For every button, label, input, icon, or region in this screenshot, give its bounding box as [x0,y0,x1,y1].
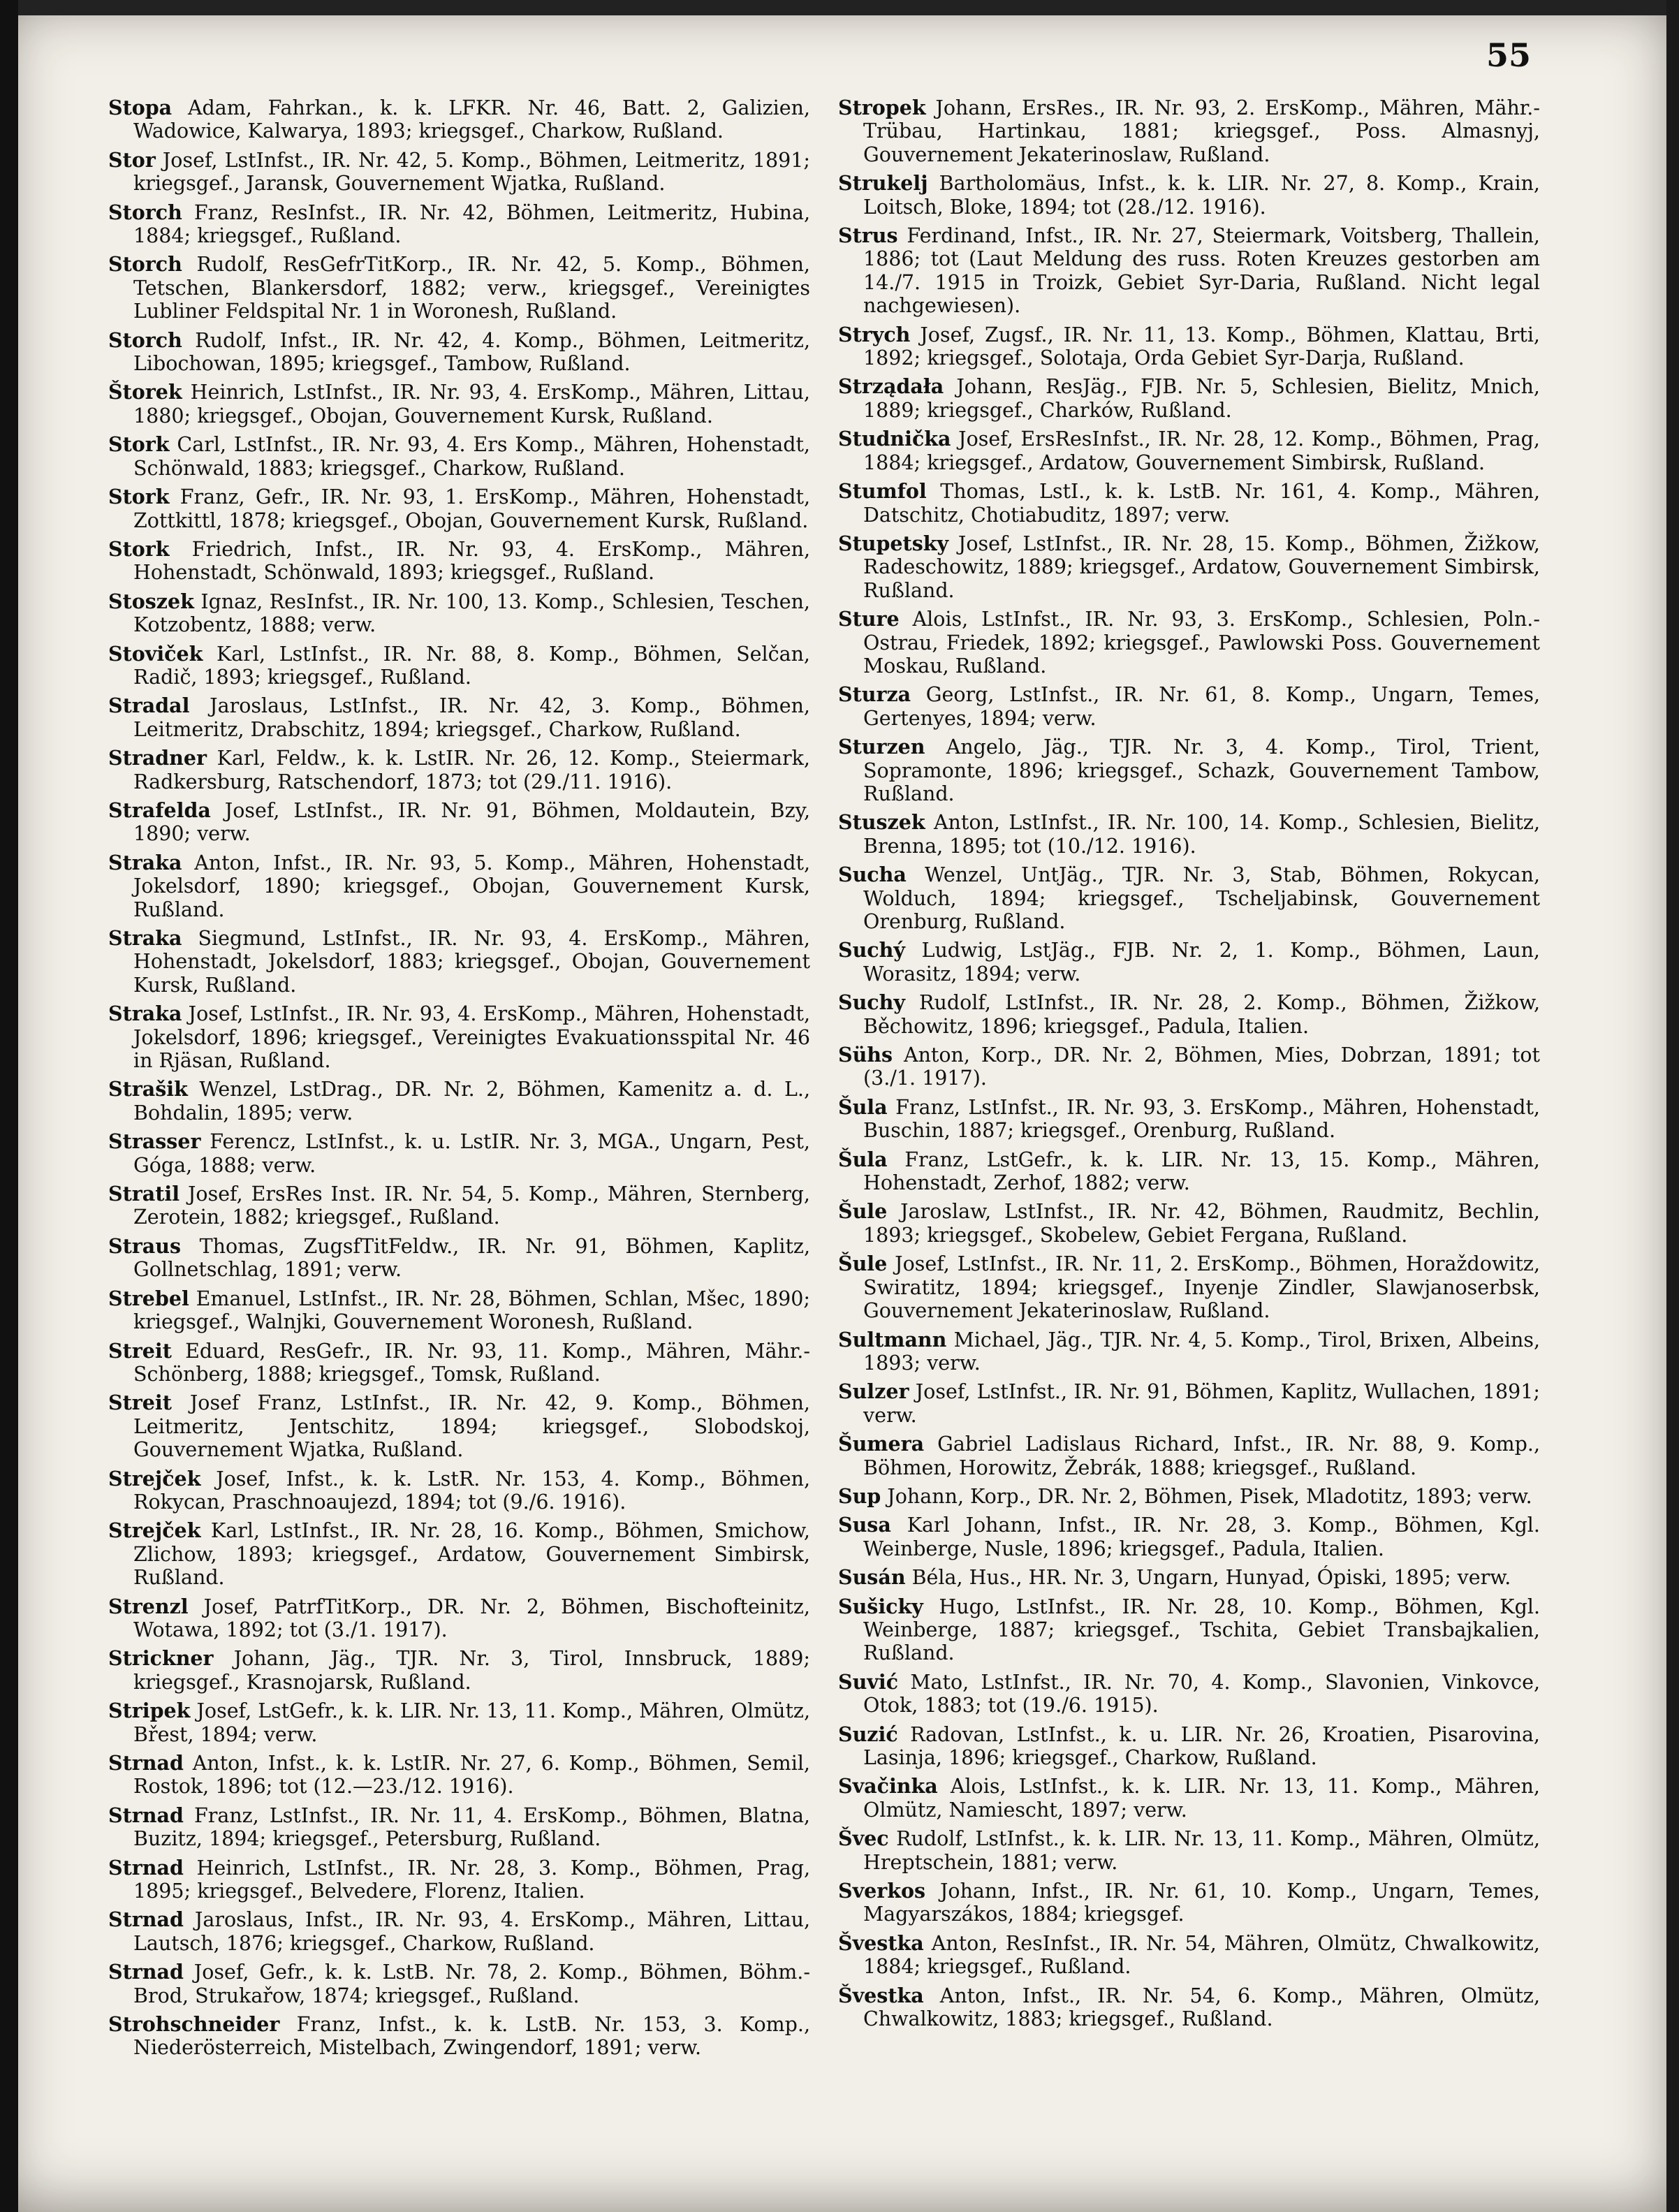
casualty-entry [838,1723,1540,1770]
left-scan-edge [0,0,18,2212]
entry-surname: Straka [108,1002,182,1026]
casualty-entry [108,2013,810,2060]
casualty-entry [838,1252,1540,1322]
entry-surname: Šule [838,1199,888,1224]
casualty-entry [108,329,810,376]
casualty-entry [108,1752,810,1799]
entry-details: Rudolf, LstInfst., k. k. LIR. Nr. 13, 11. Komp., Mähren, Olmütz, Hreptschein, 1881; verw. [863,1827,1540,1874]
entry-details: Ludwig, LstJäg., FJB. Nr. 2, 1. Komp., Böhmen, Laun, Worasitz, 1894; verw. [863,939,1540,986]
entry-surname: Stopa [108,96,173,119]
casualty-entry [838,375,1540,422]
entry-details: Josef, LstInfst., IR. Nr. 42, 5. Komp., Böhmen, Leitmeritz, 1891; kriegsgef., Jaransk, Gouvernement Wjatka, Rußland. [133,148,810,196]
entry-details: Ignaz, ResInfst., IR. Nr. 100, 13. Komp., Schlesien, Teschen, Kotzobentz, 1888; verw. [133,589,810,637]
casualty-entry [838,1043,1540,1090]
entry-details: Karl Johann, Infst., IR. Nr. 28, 3. Komp., Böhmen, Kgl. Weinberge, Nusle, 1896; kriegsgef., Padula, Italien. [863,1514,1540,1560]
right-column [838,96,1540,2036]
entry-surname: Storch [108,252,182,277]
entry-details: Johann, Korp., DR. Nr. 2, Böhmen, Pisek, Mladotitz, 1893; verw. [887,1484,1532,1508]
entry-surname: Stumfol [838,479,927,504]
entry-surname: Sulzer [838,1379,909,1404]
casualty-entry [108,1078,810,1125]
entry-surname: Strządała [838,374,944,399]
casualty-entry [108,747,810,793]
entry-surname: Straka [108,926,182,950]
casualty-entry [108,96,810,143]
casualty-entry [108,1130,810,1177]
entry-surname: Susán [838,1565,906,1590]
entry-details: Johann, ErsRes., IR. Nr. 93, 2. ErsKomp., Mähren, Mähr.-Trübau, Hartinkau, 1881; kriegsgef., Poss. Almasnyj, Gouvernement Jekaterinoslaw, Rußland. [863,96,1540,166]
entry-details: Jaroslaw, LstInfst., IR. Nr. 42, Böhmen, Raudmitz, Bechlin, 1893; kriegsgef., Skobelew, Gebiet Fergana, Rußland. [863,1200,1540,1247]
entry-details: Hugo, LstInfst., IR. Nr. 28, 10. Komp., Böhmen, Kgl. Weinberge, 1887; kriegsgef., Tschita, Gebiet Transbajkalien, Rußland. [863,1595,1541,1665]
entry-details: Eduard, ResGefr., IR. Nr. 93, 11. Komp., Mähren, Mähr.-Schönberg, 1888; kriegsgef., Tomsk, Rußland. [133,1339,811,1386]
entry-details: Siegmund, LstInfst., IR. Nr. 93, 4. ErsKomp., Mähren, Hohenstadt, Jokelsdorf, 1883; kriegsgef., Obojan, Gouvernement Kursk, Rußland. [133,927,810,997]
casualty-entry [838,939,1540,986]
entry-surname: Stripek [108,1699,191,1723]
casualty-entry [108,1961,810,2007]
casualty-entry [838,1096,1540,1143]
casualty-entry [108,1647,810,1694]
casualty-entry [108,851,810,921]
entry-details: Radovan, LstInfst., k. u. LIR. Nr. 26, Kroatien, Pisarovina, Lasinja, 1896; kriegsgef., Charkow, Rußland. [863,1722,1540,1769]
casualty-entry [838,1932,1540,1979]
casualty-entry [838,172,1540,219]
entry-details: Michael, Jäg., TJR. Nr. 4, 5. Komp., Tirol, Brixen, Albeins, 1893; verw. [863,1328,1541,1375]
casualty-entry [108,1235,810,1282]
entry-surname: Susa [838,1513,891,1537]
entry-details: Franz, ResInfst., IR. Nr. 42, Böhmen, Leitmeritz, Hubina, 1884; kriegsgef., Rußland. [133,200,811,248]
casualty-entry [108,590,810,637]
casualty-entry [108,1340,810,1386]
entry-surname: Stratil [108,1182,180,1206]
entry-details: Anton, LstInfst., IR. Nr. 100, 14. Komp., Schlesien, Bielitz, Brenna, 1895; tot (10./12. 1916). [863,811,1540,858]
entry-surname: Strnad [108,1855,184,1880]
casualty-entry [108,253,810,323]
casualty-entry [108,485,810,532]
casualty-entry [838,1671,1540,1717]
entry-details: Karl, LstInfst., IR. Nr. 28, 16. Komp., Böhmen, Smichow, Zlichow, 1893; kriegsgef., Ardatow, Gouvernement Simbirsk, Rußland. [133,1519,810,1590]
entry-details: Wenzel, LstDrag., DR. Nr. 2, Böhmen, Kamenitz a. d. L., Bohdalin, 1895; verw. [133,1078,811,1125]
casualty-entry [108,1804,810,1851]
entry-details: Rudolf, ResGefrTitKorp., IR. Nr. 42, 5. Komp., Böhmen, Tetschen, Blankersdorf, 1882; verw., kriegsgef., Vereinigtes Lubliner Feldspital Nr. 1 in Woronesh, Rußland. [133,253,810,323]
left-column [108,96,810,2065]
entry-details: Anton, Infst., k. k. LstIR. Nr. 27, 6. Komp., Böhmen, Semil, Rostok, 1896; tot (12.—23./12. 1916). [133,1752,810,1799]
entry-details: Anton, ResInfst., IR. Nr. 54, Mähren, Olmütz, Chwalkowitz, 1884; kriegsgef., Rußland. [863,1931,1540,1979]
entry-details: Franz, LstInfst., IR. Nr. 93, 3. ErsKomp., Mähren, Hohenstadt, Buschin, 1887; kriegsgef., Orenburg, Rußland. [863,1095,1540,1143]
casualty-entry [108,1002,810,1072]
entry-details: Ferdinand, Infst., IR. Nr. 27, Steiermark, Voitsberg, Thallein, 1886; tot (Laut Meldung des russ. Roten Kreuzes gestorben am 14./7. 1915 in Troizk, Gebiet Syr-Daria, Rußland. Nicht legal nachgewiesen). [863,224,1540,318]
entry-details: Josef, LstInfst., IR. Nr. 91, Böhmen, Moldautein, Bzy, 1890; verw. [133,798,811,846]
entry-surname: Strych [838,322,911,346]
entry-details: Franz, Infst., k. k. LstB. Nr. 153, 3. Komp., Niederösterreich, Mistelbach, Zwingendorf, 1891; verw. [133,2013,811,2060]
casualty-entry [108,1467,810,1514]
entry-surname: Suchý [838,938,905,962]
entry-details: Emanuel, LstInfst., IR. Nr. 28, Böhmen, Schlan, Mšec, 1890; kriegsgef., Walnjki, Gouvernement Woronesh, Rußland. [133,1287,811,1334]
entry-details: Josef, LstGefr., k. k. LIR. Nr. 13, 11. Komp., Mähren, Olmütz, Břest, 1894; verw. [133,1699,811,1746]
casualty-entry [108,1699,810,1746]
entry-surname: Stoszek [108,589,194,613]
entry-details: Johann, ResJäg., FJB. Nr. 5, Schlesien, Bielitz, Mnich, 1889; kriegsgef., Charków, Rußland. [863,375,1540,422]
casualty-entry [838,1433,1540,1479]
right-scan-edge [1666,0,1679,2212]
entry-details: Johann, Jäg., TJR. Nr. 3, Tirol, Innsbruck, 1889; kriegsgef., Krasnojarsk, Rußland. [133,1647,810,1694]
entry-details: Gabriel Ladislaus Richard, Infst., IR. Nr. 88, 9. Komp., Böhmen, Horowitz, Žebrák, 1888; kriegsgef., Rußland. [863,1433,1540,1479]
entry-details: Jaroslaus, LstInfst., IR. Nr. 42, 3. Komp., Böhmen, Leitmeritz, Drabschitz, 1894; kriegsgef., Charkow, Rußland. [133,694,810,741]
casualty-entry [838,1880,1540,1926]
casualty-entry [108,1856,810,1903]
entry-details: Bartholomäus, Infst., k. k. LIR. Nr. 27, 8. Komp., Krain, Loitsch, Bloke, 1894; tot (28./12. 1916). [863,172,1540,219]
entry-details: Alois, LstInfst., IR. Nr. 93, 3. ErsKomp., Schlesien, Poln.-Ostrau, Friedek, 1892; kriegsgef., Pawlowski Poss. Gouvernement Moskau, Rußland. [863,608,1540,677]
entry-surname: Strnad [108,1751,184,1775]
entry-surname: Studnička [838,427,951,451]
casualty-entry [838,1514,1540,1560]
entry-surname: Strukelj [838,171,928,196]
casualty-entry [108,433,810,480]
casualty-entry [838,1566,1540,1589]
entry-surname: Stork [108,536,170,561]
casualty-entry [838,1380,1540,1427]
entry-details: Adam, Fahrkan., k. k. LFKR. Nr. 46, Batt. 2, Galizien, Wadowice, Kalwarya, 1893; kriegsgef., Charkow, Rußland. [133,96,810,143]
entry-details: Thomas, ZugsfTitFeldw., IR. Nr. 91, Böhmen, Kaplitz, Gollnetschlag, 1891; verw. [133,1234,810,1282]
entry-details: Karl, LstInfst., IR. Nr. 88, 8. Komp., Böhmen, Selčan, Radič, 1893; kriegsgef., Rußland. [133,642,810,689]
entry-details: Franz, LstGefr., k. k. LIR. Nr. 13, 15. Komp., Mähren, Hohenstadt, Zerhof, 1882; verw. [863,1148,1540,1195]
entry-surname: Storch [108,200,182,224]
entry-surname: Sture [838,607,900,631]
entry-surname: Štorek [108,380,182,404]
entry-details: Ferencz, LstInfst., k. u. LstIR. Nr. 3, MGA., Ungarn, Pest, Góga, 1888; verw. [133,1130,810,1177]
entry-surname: Stuszek [838,810,925,835]
casualty-entry [838,1984,1540,2031]
casualty-entry [838,1595,1540,1665]
entry-surname: Streit [108,1391,172,1415]
entry-surname: Straus [108,1233,181,1258]
entry-surname: Sultmann [838,1327,947,1352]
entry-details: Jaroslaus, Infst., IR. Nr. 93, 4. ErsKomp., Mähren, Littau, Lautsch, 1876; kriegsgef., Charkow, Rußland. [133,1908,811,1955]
entry-surname: Strenzl [108,1594,189,1618]
entry-details: Josef, LstInfst., IR. Nr. 28, 15. Komp., Böhmen, Žižkow, Radeschowitz, 1889; kriegsgef., Ardatow, Gouvernement Simbirsk, Rußland. [863,532,1540,602]
casualty-entry [108,643,810,689]
casualty-entry [108,1182,810,1229]
entry-details: Johann, Infst., IR. Nr. 61, 10. Komp., Ungarn, Temes, Magyarszákos, 1884; kriegsgef. [863,1880,1540,1926]
casualty-entry [108,1519,810,1589]
entry-details: Anton, Korp., DR. Nr. 2, Böhmen, Mies, Dobrzan, 1891; tot (3./1. 1917). [863,1043,1541,1090]
casualty-entry [108,149,810,196]
entry-details: Georg, LstInfst., IR. Nr. 61, 8. Komp., Ungarn, Temes, Gertenyes, 1894; verw. [863,683,1540,730]
entry-details: Anton, Infst., IR. Nr. 93, 5. Komp., Mähren, Hohenstadt, Jokelsdorf, 1890; kriegsgef., Obojan, Gouvernement Kursk, Rußland. [133,851,811,921]
casualty-entry [108,1287,810,1334]
casualty-entry [838,96,1540,166]
entry-details: Karl, Feldw., k. k. LstIR. Nr. 26, 12. Komp., Steiermark, Radkersburg, Ratschendorf, 1873; tot (29./11. 1916). [133,747,810,793]
casualty-entry [108,201,810,248]
casualty-entry [108,799,810,846]
casualty-entry [838,608,1540,677]
casualty-entry [838,735,1540,805]
casualty-entry [838,811,1540,858]
entry-surname: Stork [108,432,170,457]
casualty-entry [838,1485,1540,1508]
entry-surname: Švestka [838,1983,924,2007]
entry-surname: Strejček [108,1466,201,1490]
entry-details: Rudolf, LstInfst., IR. Nr. 28, 2. Komp., Böhmen, Žižkow, Běchowitz, 1896; kriegsgef., Padula, Italien. [863,991,1541,1038]
entry-surname: Strebel [108,1286,189,1310]
entry-details: Angelo, Jäg., TJR. Nr. 3, 4. Komp., Tirol, Trient, Sopramonte, 1896; kriegsgef., Schazk, Gouvernement Tambow, Rußland. [863,735,1541,805]
entry-surname: Sühs [838,1043,893,1067]
casualty-entry [838,1148,1540,1195]
casualty-entry [838,683,1540,730]
entry-surname: Sturzen [838,735,925,759]
entry-details: Wenzel, UntJäg., TJR. Nr. 3, Stab, Böhmen, Rokycan, Wolduch, 1894; kriegsgef., Tscheljabinsk, Gouvernement Orenburg, Rußland. [863,863,1541,933]
casualty-entry [108,538,810,585]
entry-surname: Šule [838,1252,888,1276]
entry-surname: Storch [108,328,182,352]
entry-surname: Strohschneider [108,2012,280,2037]
entry-details: Rudolf, Infst., IR. Nr. 42, 4. Komp., Böhmen, Leitmeritz, Libochowan, 1895; kriegsgef., Tambow, Rußland. [133,328,811,376]
casualty-entry [838,532,1540,602]
casualty-entry [838,1827,1540,1874]
casualty-entry [838,991,1540,1038]
entry-surname: Stork [108,485,170,509]
entry-details: Franz, LstInfst., IR. Nr. 11, 4. ErsKomp., Böhmen, Blatna, Buzitz, 1894; kriegsgef., Petersburg, Rußland. [133,1803,810,1851]
entry-surname: Stradal [108,694,190,718]
entry-details: Mato, LstInfst., IR. Nr. 70, 4. Komp., Slavonien, Vinkovce, Otok, 1883; tot (19./6. 1915). [863,1670,1540,1717]
casualty-entry [108,1391,810,1461]
casualty-entry [838,863,1540,933]
entry-surname: Švestka [838,1931,924,1955]
entry-details: Thomas, LstI., k. k. LstB. Nr. 161, 4. Komp., Mähren, Datschitz, Chotiabuditz, 1897; verw. [863,480,1541,527]
entry-surname: Strejček [108,1518,201,1543]
entry-surname: Stor [108,147,156,172]
entry-surname: Strickner [108,1646,214,1671]
casualty-entry [838,1328,1540,1375]
entry-surname: Stropek [838,96,926,119]
top-scan-edge [0,0,1679,15]
entry-surname: Suzić [838,1722,898,1746]
entry-surname: Strnad [108,1960,184,1984]
entry-details: Josef Franz, LstInfst., IR. Nr. 42, 9. Komp., Böhmen, Leitmeritz, Jentschitz, 1894; kriegsgef., Slobodskoj, Gouvernement Wjatka, Rußland. [133,1391,810,1462]
entry-details: Josef, Zugsf., IR. Nr. 11, 13. Komp., Böhmen, Klattau, Brti, 1892; kriegsgef., Solotaja, Orda Gebiet Syr-Darja, Rußland. [863,323,1540,370]
entry-details: Josef, Gefr., k. k. LstB. Nr. 78, 2. Komp., Böhmen, Böhm.-Brod, Strukařow, 1874; kriegsgef., Rußland. [133,1961,810,2007]
entry-surname: Švec [838,1826,889,1851]
entry-details: Josef, PatrfTitKorp., DR. Nr. 2, Böhmen, Bischofteinitz, Wotawa, 1892; tot (3./1. 1917). [133,1595,810,1641]
entry-surname: Stupetsky [838,531,949,555]
page-number: 55 [1486,36,1532,74]
entry-surname: Sucha [838,863,907,887]
entry-details: Alois, LstInfst., k. k. LIR. Nr. 13, 11. Komp., Mähren, Olmütz, Namiescht, 1897; verw. [863,1775,1540,1822]
casualty-entry [108,694,810,741]
entry-surname: Strus [838,224,898,248]
entry-surname: Strnad [108,1907,184,1932]
casualty-entry [108,1908,810,1955]
entry-details: Heinrich, LstInfst., IR. Nr. 93, 4. ErsKomp., Mähren, Littau, 1880; kriegsgef., Obojan, Gouvernement Kursk, Rußland. [133,381,810,427]
entry-details: Josef, LstInfst., IR. Nr. 93, 4. ErsKomp., Mähren, Hohenstadt, Jokelsdorf, 1896; kriegsgef., Vereinigtes Evakuationsspital Nr. 46 in Rjäsan, Rußland. [133,1002,811,1073]
entry-surname: Sušicky [838,1594,923,1618]
entry-details: Carl, LstInfst., IR. Nr. 93, 4. Ers Komp., Mähren, Hohenstadt, Schönwald, 1883; kriegsgef., Charkow, Rußland. [133,433,810,480]
entry-surname: Svačinka [838,1774,938,1799]
casualty-entry [108,381,810,427]
entry-details: Friedrich, Infst., IR. Nr. 93, 4. ErsKomp., Mähren, Hohenstadt, Schönwald, 1893; kriegsgef., Rußland. [133,537,811,585]
entry-details: Josef, Infst., k. k. LstR. Nr. 153, 4. Komp., Böhmen, Rokycan, Praschnoaujezd, 1894; tot (9./6. 1916). [133,1467,811,1514]
entry-surname: Stradner [108,746,207,770]
entry-details: Josef, ErsRes Inst. IR. Nr. 54, 5. Komp., Mähren, Sternberg, Zerotein, 1882; kriegsgef., Rußland. [133,1182,810,1229]
entry-surname: Strasser [108,1129,201,1154]
entry-details: Anton, Infst., IR. Nr. 54, 6. Komp., Mähren, Olmütz, Chwalkowitz, 1883; kriegsgef., Rußland. [863,1984,1540,2031]
casualty-entry [838,224,1540,318]
entry-surname: Strnad [108,1803,184,1827]
casualty-entry [838,1200,1540,1247]
entry-details: Josef, LstInfst., IR. Nr. 91, Böhmen, Kaplitz, Wullachen, 1891; verw. [863,1380,1541,1427]
entry-surname: Sverkos [838,1879,926,1903]
entry-surname: Šula [838,1094,888,1119]
casualty-entry [838,480,1540,527]
entry-surname: Straka [108,850,182,874]
entry-surname: Sup [838,1484,881,1508]
entry-details: Béla, Hus., HR. Nr. 3, Ungarn, Hunyad, Ópiski, 1895; verw. [911,1566,1511,1590]
entry-surname: Strafelda [108,798,211,822]
entry-surname: Suvić [838,1669,899,1694]
entry-surname: Streit [108,1338,172,1363]
casualty-entry [108,927,810,997]
entry-surname: Sturza [838,682,911,707]
entry-details: Heinrich, LstInfst., IR. Nr. 28, 3. Komp., Böhmen, Prag, 1895; kriegsgef., Belvedere, Florenz, Italien. [133,1856,810,1903]
entry-details: Josef, ErsResInfst., IR. Nr. 28, 12. Komp., Böhmen, Prag, 1884; kriegsgef., Ardatow, Gouvernement Simbirsk, Rußland. [863,427,1540,474]
entry-surname: Stoviček [108,641,203,666]
casualty-entry [838,1775,1540,1822]
entry-details: Franz, Gefr., IR. Nr. 93, 1. ErsKomp., Mähren, Hohenstadt, Zottkittl, 1878; kriegsgef., Obojan, Gouvernement Kursk, Rußland. [133,485,810,532]
entry-surname: Šula [838,1147,888,1171]
entry-surname: Strašik [108,1077,188,1101]
casualty-entry [108,1595,810,1642]
entry-surname: Šumera [838,1432,925,1456]
casualty-entry [838,427,1540,474]
casualty-entry [838,323,1540,370]
entry-surname: Suchy [838,990,905,1015]
entry-details: Josef, LstInfst., IR. Nr. 11, 2. ErsKomp., Böhmen, Horaždowitz, Swiratitz, 1894; kriegsgef., Inyenje Zindler, Slawjanoserbsk, Gouvernement Jekaterinoslaw, Rußland. [863,1252,1540,1323]
